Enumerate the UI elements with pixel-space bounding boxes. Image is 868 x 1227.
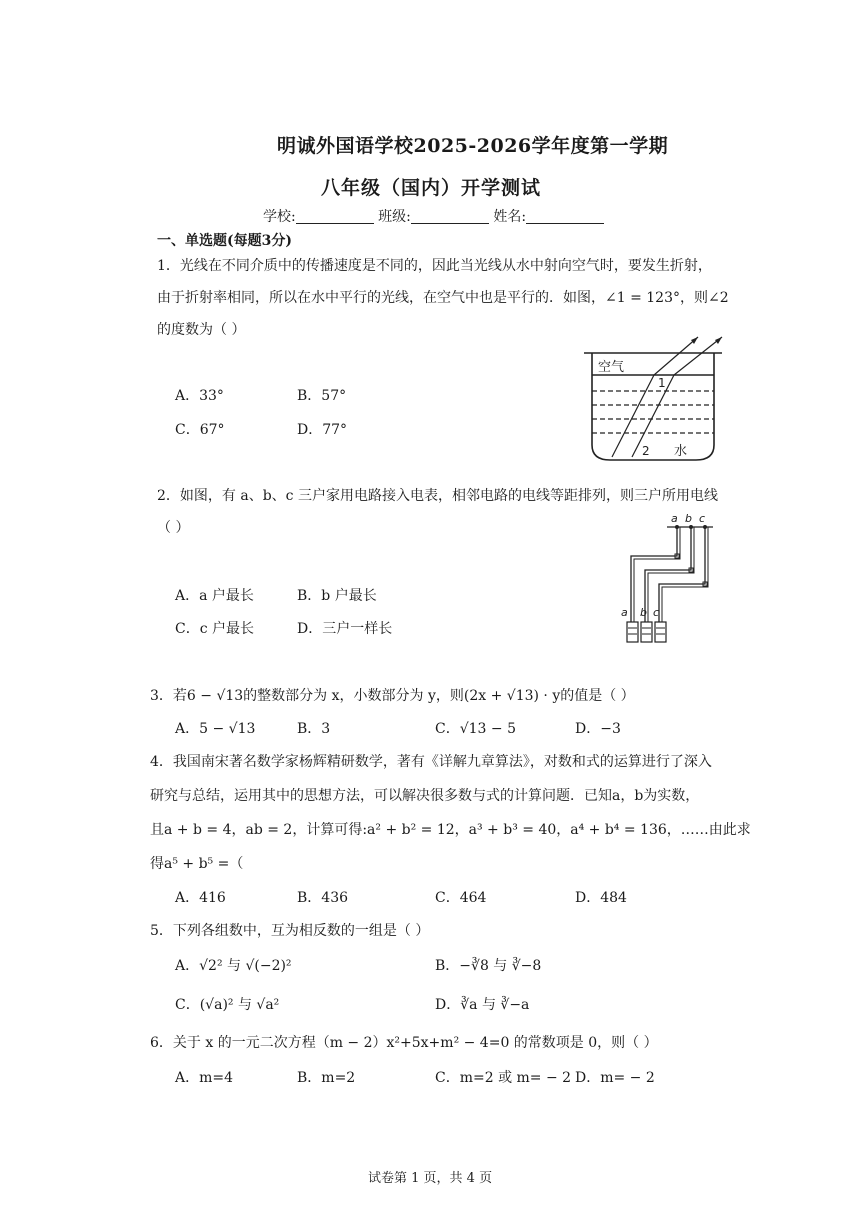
q5-option-d: D．∛a 与 ∛−a bbox=[435, 997, 530, 1013]
q6-option-c: C．m=2 或 m= − 2 bbox=[435, 1070, 572, 1086]
q2-line2: （ ） bbox=[157, 520, 190, 536]
class-label: 班级: bbox=[378, 209, 411, 225]
q3-option-a: A．5 − √13 bbox=[175, 721, 256, 737]
q1-line1: 1．光线在不同介质中的传播速度是不同的，因此当光线从水中射向空气时，要发生折射， bbox=[157, 258, 712, 274]
q2-option-c: C．c 户最长 bbox=[175, 621, 255, 637]
q2-option-d: D．三户一样长 bbox=[297, 621, 393, 637]
water-label: 水 bbox=[674, 444, 688, 459]
q4-line2: 研究与总结，运用其中的思想方法，可以解决很多数与式的计算问题．已知a，b为实数， bbox=[150, 788, 700, 804]
label-b-bottom: b bbox=[640, 606, 647, 619]
meter-c bbox=[655, 622, 666, 642]
section-heading: 一、单选题(每题3分) bbox=[157, 233, 292, 249]
label-a-top: a bbox=[671, 512, 678, 525]
q4-line4: 得a⁵ + b⁵ =（ bbox=[150, 856, 244, 872]
label-b-top: b bbox=[685, 512, 692, 525]
meter-b bbox=[641, 622, 652, 642]
q3-option-b: B．3 bbox=[297, 721, 331, 737]
q5-line1: 5．下列各组数中，互为相反数的一组是（ ） bbox=[150, 923, 430, 939]
refraction-figure bbox=[570, 335, 730, 465]
exam-title: 明诚外国语学校2025-2026学年度第一学期 bbox=[277, 135, 669, 157]
angle-2-label: 2 bbox=[642, 444, 650, 458]
q6-line1: 6．关于 x 的一元二次方程（m − 2）x²+5x+m² − 4=0 的常数项是 0，则（ ） bbox=[150, 1035, 658, 1051]
q3-option-c: C．√13 − 5 bbox=[435, 721, 516, 737]
q4-option-a: A．416 bbox=[175, 890, 226, 906]
q3-option-d: D．−3 bbox=[575, 721, 621, 737]
q5-option-b: B．−∛8 与 ∛−8 bbox=[435, 958, 542, 974]
page-footer: 试卷第 1 页，共 4 页 bbox=[368, 1171, 493, 1186]
q3-line1: 3．若6 − √13的整数部分为 x，小数部分为 y，则(2x + √13) · y的值是（ ） bbox=[150, 688, 635, 704]
q2-option-b: B．b 户最长 bbox=[297, 588, 377, 604]
school-blank bbox=[296, 209, 374, 224]
wiring-figure bbox=[615, 508, 715, 648]
q4-line1: 4．我国南宋著名数学家杨辉精研数学，著有《详解九章算法》，对数和式的运算进行了深入 bbox=[150, 754, 712, 770]
q1-line3: 的度数为（ ） bbox=[157, 322, 246, 338]
name-label: 姓名: bbox=[493, 209, 527, 225]
q5-option-a: A．√2² 与 √(−2)² bbox=[175, 958, 292, 974]
q1-option-a: A．33° bbox=[175, 388, 224, 404]
label-c-bottom: c bbox=[653, 606, 660, 619]
q1-option-b: B．57° bbox=[297, 388, 347, 404]
q4-option-c: C．464 bbox=[435, 890, 487, 906]
q6-option-d: D．m= − 2 bbox=[575, 1070, 655, 1086]
q5-option-c: C．(√a)² 与 √a² bbox=[175, 997, 280, 1013]
q6-option-b: B．m=2 bbox=[297, 1070, 356, 1086]
q6-option-a: A．m=4 bbox=[175, 1070, 234, 1086]
q4-option-b: B．436 bbox=[297, 890, 349, 906]
q2-line1: 2．如图，有 a、b、c 三户家用电路接入电表，相邻电路的电线等距排列，则三户所用电线 bbox=[157, 488, 718, 504]
q2-option-a: A．a 户最长 bbox=[175, 588, 254, 604]
class-blank bbox=[411, 209, 489, 224]
q4-option-d: D．484 bbox=[575, 890, 627, 906]
angle-1-label: 1 bbox=[658, 376, 666, 390]
q1-option-c: C．67° bbox=[175, 422, 225, 438]
q1-line2: 由于折射率相同，所以在水中平行的光线，在空气中也是平行的．如图，∠1 = 123°，则∠2 bbox=[157, 290, 729, 306]
label-a-bottom: a bbox=[621, 606, 628, 619]
meter-a bbox=[627, 622, 638, 642]
label-c-top: c bbox=[699, 512, 706, 525]
q1-option-d: D．77° bbox=[297, 422, 348, 438]
school-label: 学校: bbox=[263, 209, 296, 225]
info-line bbox=[263, 208, 604, 226]
exam-subtitle: 八年级（国内）开学测试 bbox=[321, 177, 542, 199]
air-label: 空气 bbox=[598, 360, 625, 375]
q4-line3: 且a + b = 4，ab = 2，计算可得:a² + b² = 12，a³ + b³ = 40，a⁴ + b⁴ = 136，……由此求 bbox=[150, 822, 751, 838]
name-blank bbox=[526, 209, 604, 224]
